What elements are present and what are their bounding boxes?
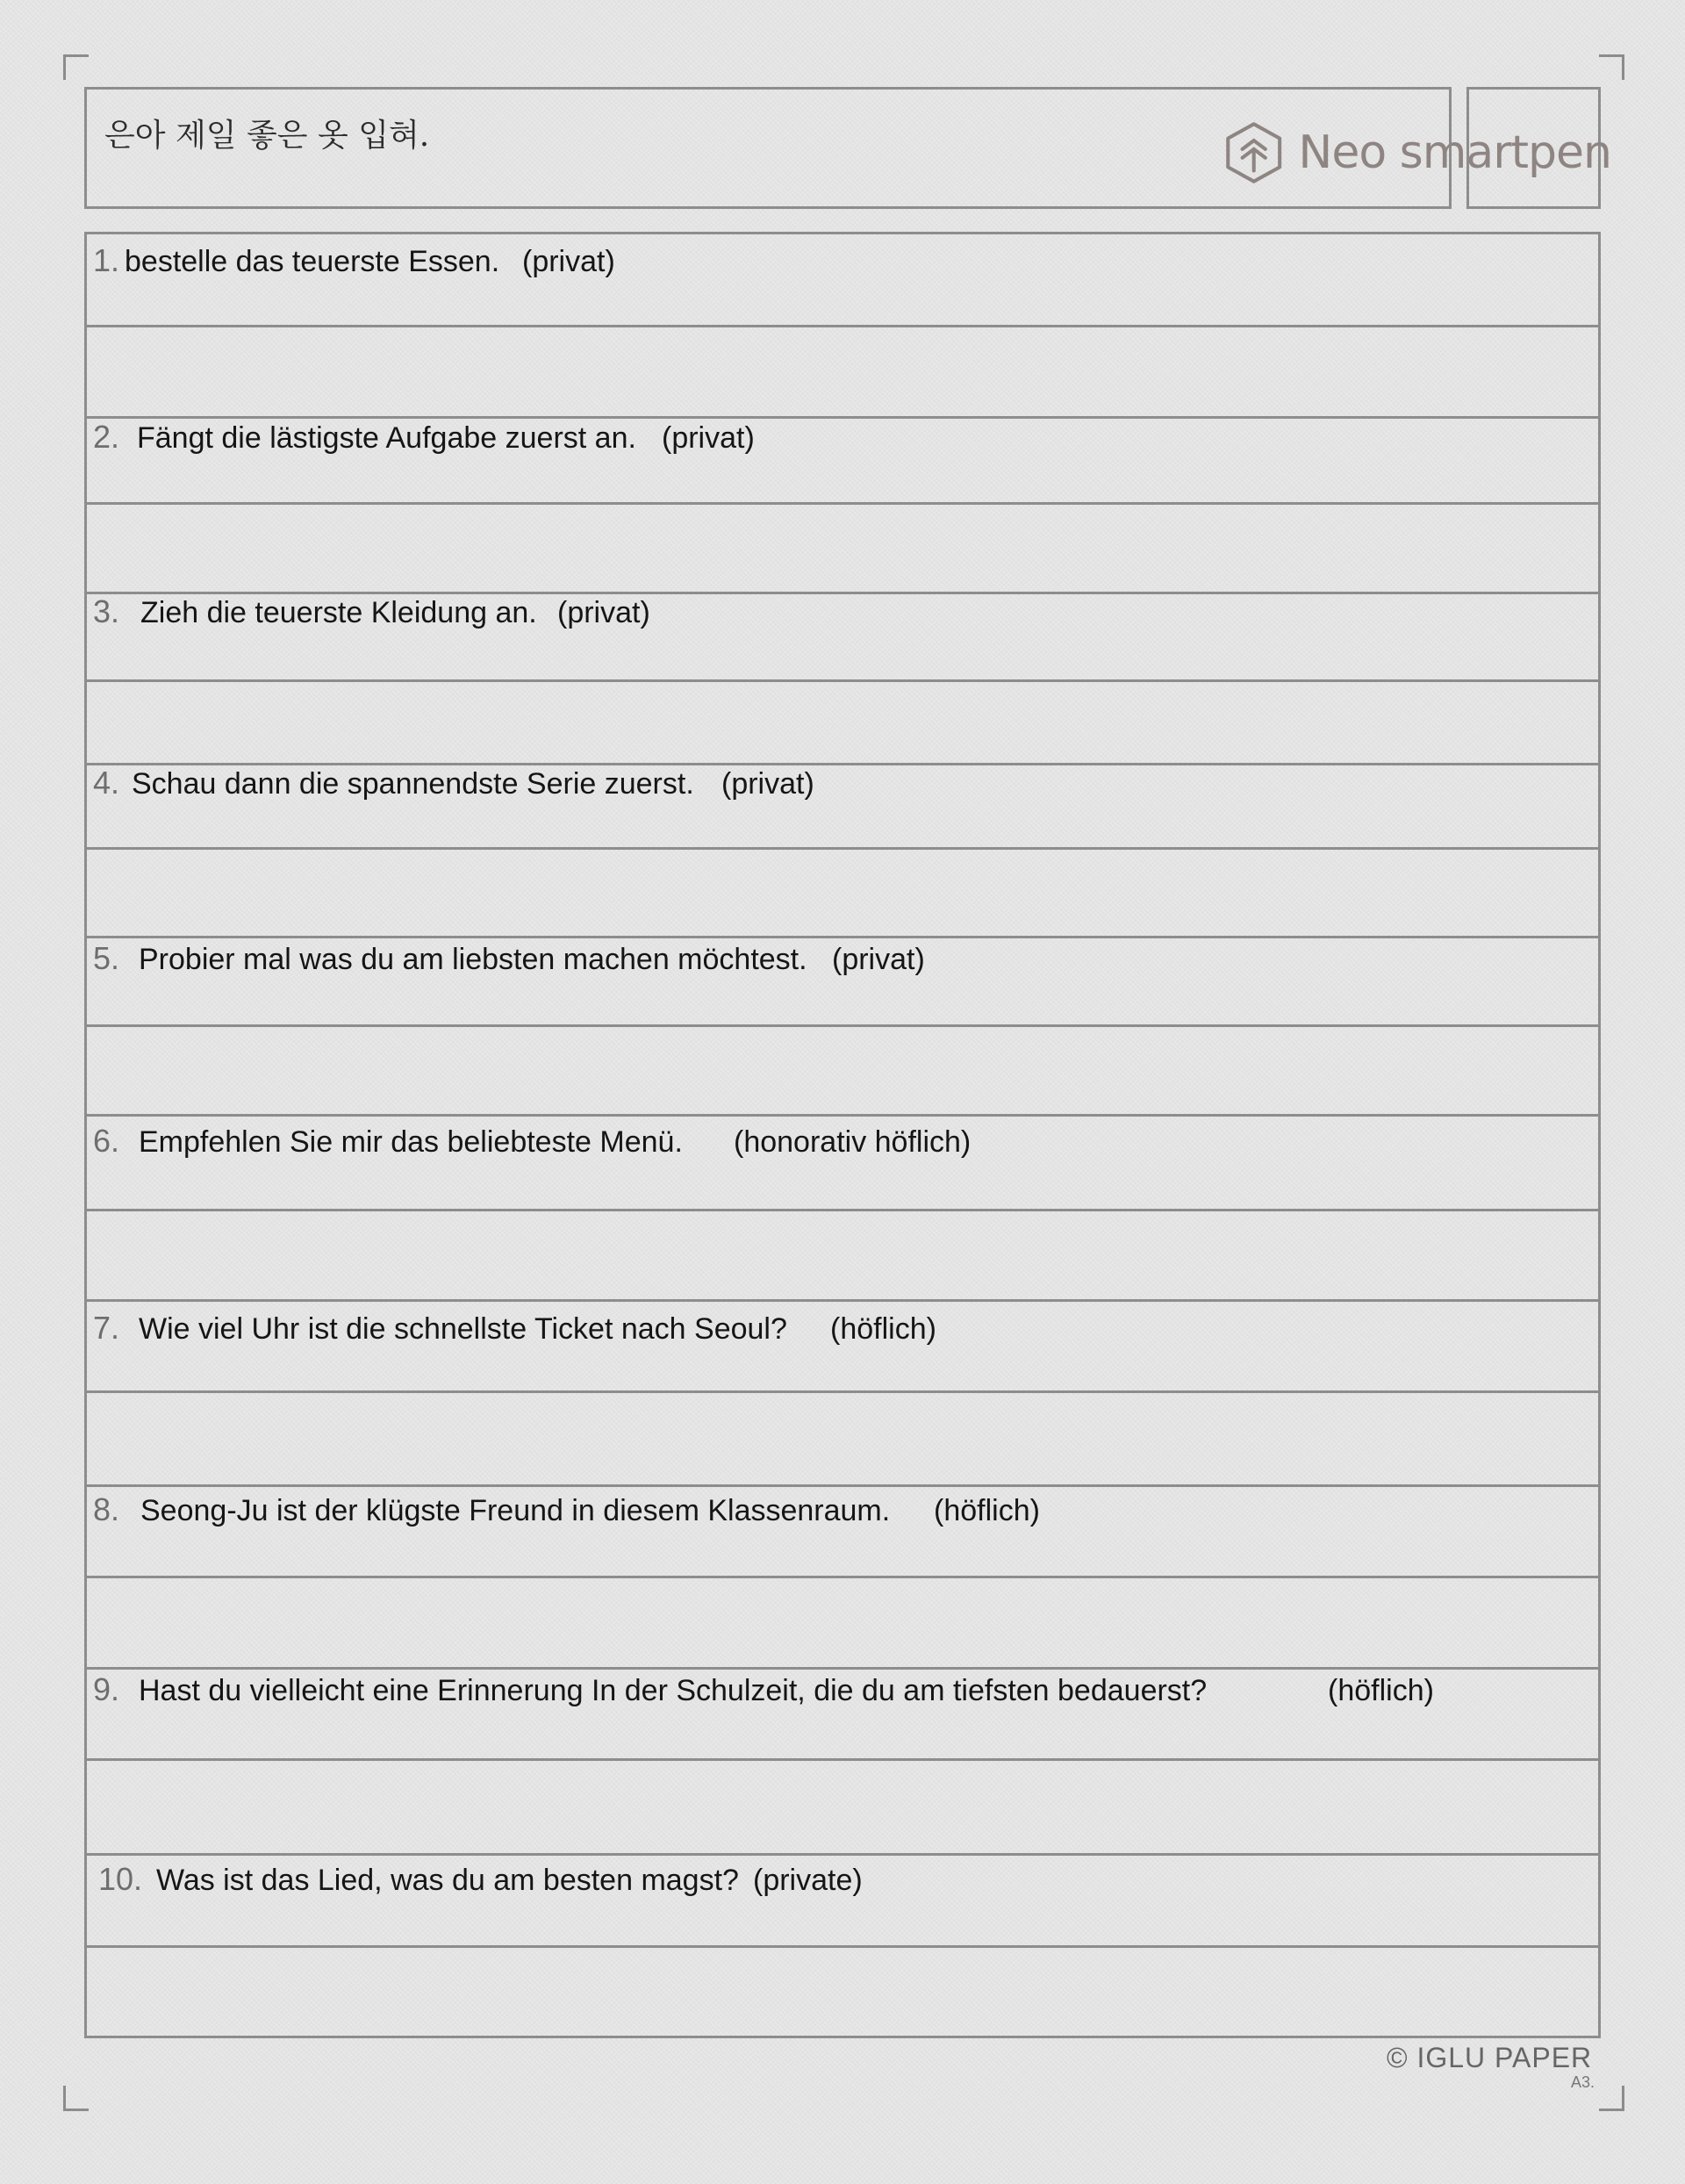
question-number: 10. [98,1861,143,1897]
rule-line [84,1209,1601,1211]
question-text: Wie viel Uhr ist die schnellste Ticket nach Seoul? [139,1312,787,1346]
crop-mark-top-right [1599,54,1624,80]
question-text: bestelle das teuerste Essen. [125,245,500,278]
crop-mark-bottom-right [1599,2086,1624,2111]
question-6 [93,1123,971,1160]
question-number: 2. [93,419,120,455]
rule-line [84,1576,1601,1578]
question-register-tag: (höflich) [934,1494,1040,1527]
paper-size-label: A3. [1571,2073,1595,2091]
question-register-tag: (höflich) [1328,1674,1434,1707]
question-4 [93,765,814,801]
rule-line [84,1758,1601,1761]
question-text: Zieh die teuerste Kleidung an. [140,596,537,629]
question-text: Schau dann die spannendste Serie zuerst. [132,767,694,801]
question-register-tag: (privat) [557,596,650,629]
question-number: 1. [93,242,120,278]
question-number: 5. [93,940,120,976]
question-number: 4. [93,765,120,801]
rule-line [84,1853,1601,1856]
question-1 [93,242,615,279]
question-number: 7. [93,1310,120,1346]
question-register-tag: (private) [753,1864,863,1897]
question-text: Was ist das Lied, was du am besten magst? [156,1864,739,1897]
rule-line [84,325,1601,327]
question-10 [98,1861,863,1898]
question-register-tag: (privat) [721,767,814,801]
copyright-label: © IGLU PAPER [1387,2042,1593,2073]
question-text: Fängt die lästigste Aufgabe zuerst an. [137,421,636,455]
crop-mark-top-left [63,54,89,80]
rule-line [84,1484,1601,1487]
question-register-tag: (honorativ höflich) [734,1125,972,1159]
rule-line [84,1299,1601,1302]
crop-mark-bottom-left [63,2086,89,2111]
question-number: 8. [93,1491,120,1527]
question-number: 3. [93,593,120,629]
rule-line [84,1024,1601,1027]
question-register-tag: (privat) [832,943,925,976]
question-text: Seong-Ju ist der klügste Freund in diesem Klassenraum. [140,1494,891,1527]
rule-line [84,936,1601,938]
question-text: Empfehlen Sie mir das beliebteste Menü. [139,1125,683,1159]
question-text: Hast du vielleicht eine Erinnerung In der Schulzeit, die du am tiefsten bedauerst? [139,1674,1208,1707]
question-3 [93,593,650,630]
rule-line [84,502,1601,505]
question-2 [93,419,755,456]
rule-line [84,1945,1601,1948]
question-register-tag: (privat) [522,245,615,278]
rule-line [84,1114,1601,1117]
neo-smartpen-logo [1225,111,1611,195]
question-number: 6. [93,1123,120,1159]
question-number: 9. [93,1671,120,1707]
question-9 [93,1671,1434,1708]
handwritten-korean-sentence: 은아 제일 좋은 옷 입혀. [104,118,430,154]
question-7 [93,1310,936,1347]
rule-line [84,679,1601,682]
question-8 [93,1491,1040,1528]
question-5 [93,940,925,977]
rule-line [84,847,1601,850]
question-text: Probier mal was du am liebsten machen möchtest. [139,943,807,976]
rule-line [84,1667,1601,1670]
question-register-tag: (höflich) [830,1312,936,1346]
question-register-tag: (privat) [662,421,755,455]
logo-text: Neo smartpen [1298,126,1611,179]
neo-smartpen-logo-icon [1225,115,1282,190]
rule-line [84,1390,1601,1393]
